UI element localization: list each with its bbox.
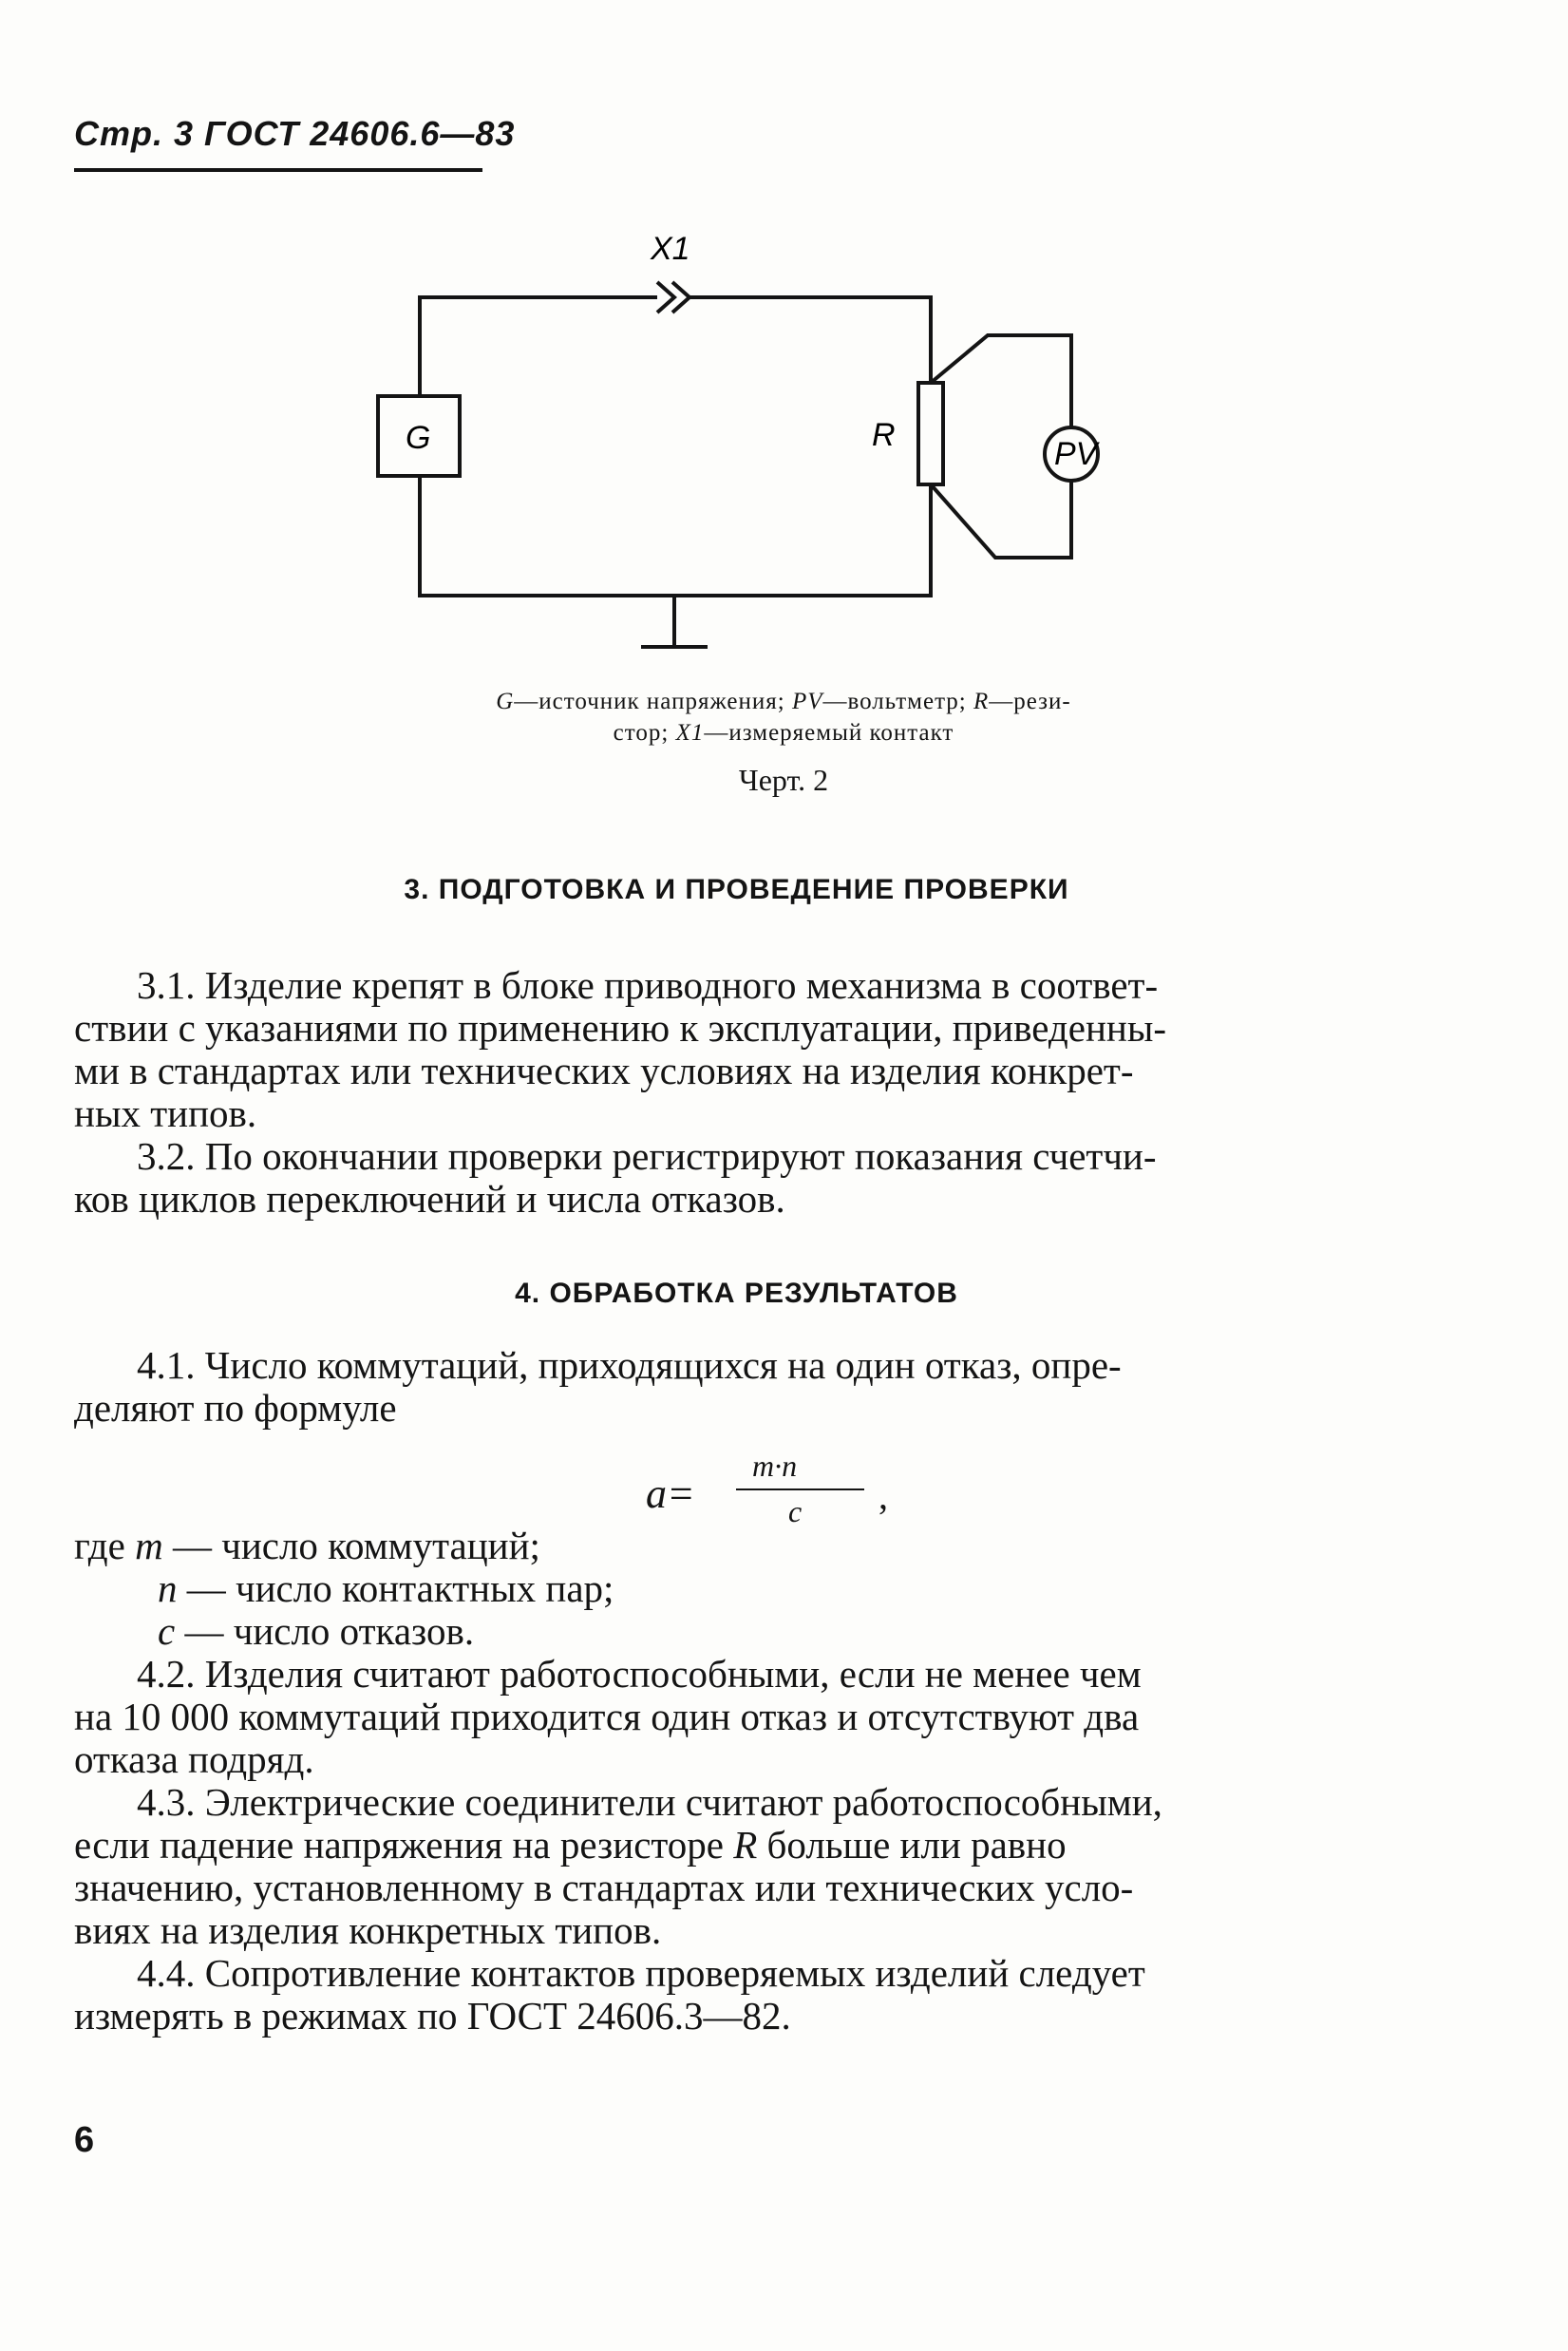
caption-r-text: —рези- [989, 689, 1071, 714]
p31-line3: ми в стандартах или технических условиях на изделия конкрет- [74, 1049, 1134, 1092]
header-rule [74, 168, 482, 172]
p43-line1: 4.3. Электрические соединители считают работоспособными, [137, 1780, 1162, 1824]
contact-x1-symbol [657, 282, 674, 313]
caption-g: G [496, 689, 515, 714]
wire-bottom [420, 476, 931, 596]
paragraph-4-1 [74, 1344, 1399, 1430]
where-m: где m — число коммутаций; [74, 1524, 540, 1567]
p43-line2: если падение напряжения на резисторе R больше или равно [74, 1823, 1067, 1867]
wire-top-right [689, 297, 931, 383]
caption-x1: X1 [675, 720, 705, 746]
caption-line2-start: стор; [613, 720, 676, 746]
resistor-r-label: R [872, 417, 896, 453]
p31-line4: ных типов. [74, 1091, 257, 1135]
caption-r: R [973, 689, 990, 714]
p43-line3: значению, установленному в стандартах или технических усло- [74, 1866, 1134, 1909]
paragraph-3-2 [74, 1135, 1399, 1221]
paragraph-3-1 [74, 964, 1399, 1135]
contact-x1-label: X1 [651, 231, 690, 267]
p44-line2: измерять в режимах по ГОСТ 24606.3—82. [74, 1994, 791, 2038]
p32-line1: 3.2. По окончании проверки регистрируют показания счетчи- [137, 1134, 1157, 1178]
paragraph-4-3 [74, 1781, 1399, 1952]
formula-comma: , [878, 1474, 888, 1517]
p31-line1: 3.1. Изделие крепят в блоке приводного механизма в соответ- [137, 963, 1159, 1007]
circuit-diagram [361, 214, 1140, 670]
p43-line4: виях на изделия конкретных типов. [74, 1908, 662, 1952]
formula-fraction-bar [736, 1488, 864, 1490]
page-number: 6 [74, 2120, 95, 2160]
section-4-title: 4. ОБРАБОТКА РЕЗУЛЬТАТОВ [515, 1278, 958, 1309]
figure-caption-line1 [190, 686, 1377, 717]
p42-line2: на 10 000 коммутаций приходится один отказ и отсутствуют два [74, 1695, 1140, 1738]
p41-line2: деляют по формуле [74, 1386, 397, 1430]
page-header: Стр. 3 ГОСТ 24606.6—83 [74, 114, 516, 153]
wire-top-left [420, 297, 657, 356]
wire-voltmeter-top [931, 335, 1071, 427]
where-list [74, 1525, 1399, 1653]
where-c: c — число отказов. [158, 1609, 475, 1653]
p41-line1: 4.1. Число коммутаций, приходящихся на один отказ, опре- [137, 1343, 1122, 1387]
paragraph-4-2 [74, 1653, 1399, 1781]
p44-line1: 4.4. Сопротивление контактов проверяемых изделий следует [137, 1951, 1145, 1995]
source-g-label: G [406, 420, 431, 456]
caption-pv: PV [791, 689, 823, 714]
caption-g-text: —источник напряжения; [514, 689, 792, 714]
where-n: n — число контактных пар; [158, 1566, 614, 1610]
formula-denominator: c [788, 1494, 803, 1528]
paragraph-4-4 [74, 1952, 1399, 2038]
p31-line2: ствии с указаниями по применению к эксплуатации, приведенны- [74, 1006, 1167, 1050]
figure-title: Черт. 2 [738, 763, 829, 797]
formula-lhs: a= [646, 1470, 695, 1517]
p32-line2: ков циклов переключений и числа отказов. [74, 1177, 785, 1221]
caption-pv-text: —вольтметр; [822, 689, 973, 714]
caption-x1-text: —измеряемый контакт [704, 720, 954, 746]
wire-voltmeter-bottom [931, 481, 1071, 558]
formula-numerator: m·n [752, 1449, 798, 1483]
resistor-r [918, 383, 943, 484]
p42-line1: 4.2. Изделия считают работоспособными, если не менее чем [137, 1652, 1142, 1696]
p42-line3: отказа подряд. [74, 1737, 314, 1781]
figure-caption-line2 [190, 717, 1377, 749]
voltmeter-pv-label: PV [1054, 436, 1098, 472]
section-3-title: 3. ПОДГОТОВКА И ПРОВЕДЕНИЕ ПРОВЕРКИ [404, 874, 1069, 905]
